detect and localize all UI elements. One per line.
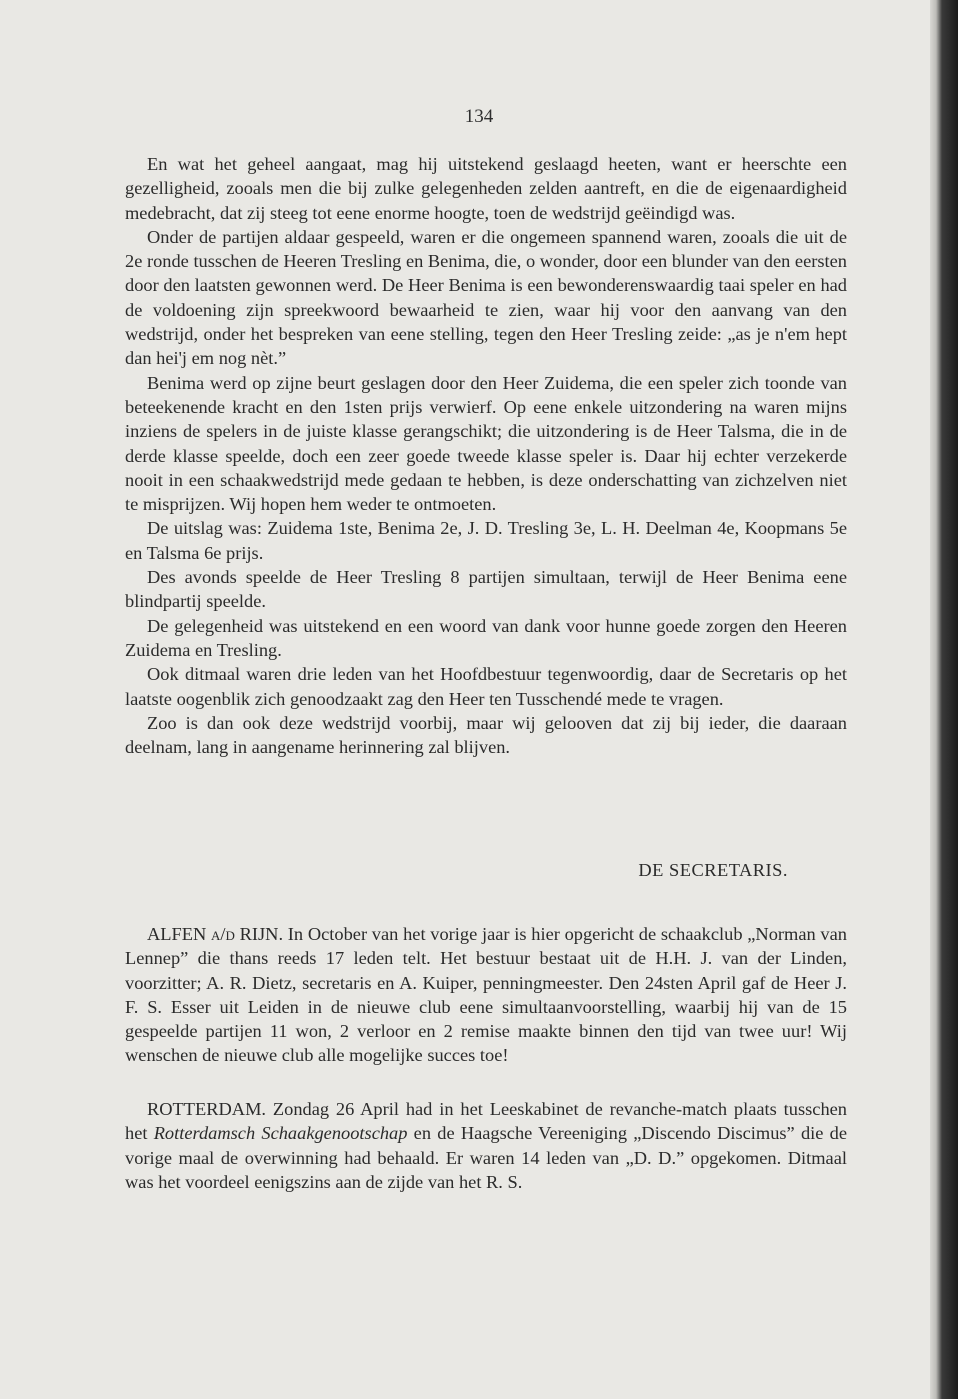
- place-name: ALFEN: [147, 924, 207, 944]
- report-text: Zondag 26 April had in het Leeskabinet de revanche-match plaats tusschen het: [125, 1099, 847, 1144]
- paragraph: [125, 1097, 847, 1194]
- place-name-part: a/d: [211, 924, 235, 944]
- paragraph: [125, 922, 847, 1068]
- alfen-report: [125, 922, 847, 1068]
- paragraph: Onder de partijen aldaar gespeeld, waren er die ongemeen spannend waren, zooals die uit de 2e ronde tusschen de Heeren Tresling en Benima, die, o wonder, door een blunder van den eersten door den laatsten gewonnen werd. De Heer Benima is een bewonderenswaardig taai speler en had de voldoening zijn spreekwoord bewaarheid te zien, waar hij voor den aanvang van den wedstrijd, onder het bespreken van eene stelling, tegen den Heer Tresling zeide: „as je n'em hept dan hei'j em nog nèt.”: [125, 226, 847, 369]
- page-edge: [930, 0, 958, 1399]
- rotterdam-report: [125, 1097, 847, 1194]
- club-name: Rotterdamsch Schaakgenootschap: [153, 1123, 408, 1144]
- paragraph: Des avonds speelde de Heer Tresling 8 partijen simultaan, terwijl de Heer Benima eene blindpartij speelde.: [125, 567, 847, 612]
- paragraph: De uitslag was: Zuidema 1ste, Benima 2e, J. D. Tresling 3e, L. H. Deelman 4e, Koopmans 5e en Talsma 6e prijs.: [125, 518, 847, 563]
- paragraph: De gelegenheid was uitstekend en een woord van dank voor hunne goede zorgen den Heeren Zuidema en Tresling.: [125, 615, 847, 660]
- place-name-part: RIJN.: [239, 924, 284, 944]
- article-continuation: [125, 152, 847, 759]
- report-text: en de Haagsche Vereeniging „Discendo Discimus” die de vorige maal de overwinning had behaald. Er waren 14 leden van „D. D.” opgekomen. Ditmaal was het voordeel eenigszins aan de zijde van het R. S.: [125, 1123, 847, 1192]
- place-name: ROTTERDAM.: [147, 1099, 267, 1119]
- paragraph: Benima werd op zijne beurt geslagen door den Heer Zuidema, die een speler zich toonde van beteekenende kracht en den 1sten prijs verwierf. Op eene enkele uitzondering na waren mijns inziens de spelers in de juiste klasse gerangschikt; die uitzondering is de Heer Talsma, die in de derde klasse speelde, doch een zeer goede tweede klasse speler is. Daar hij echter verzekerde nooit in een schaakwedstrijd mede gedaan te hebben, is deze onderschatting van zichzelven niet te misprijzen. Wij hopen hem weder te ontmoeten.: [125, 372, 847, 515]
- report-body: In October van het vorige jaar is hier opgericht de schaakclub „Norman van Lennep” die thans reeds 17 leden telt. Het bestuur bestaat uit de H.H. J. van der Linden, voorzitter; A. R. Dietz, secretaris en A. Kuiper, penningmeester. Den 24sten April gaf de Heer J. F. S. Esser uit Leiden in de nieuwe club eene simultaanvoorstelling, waarbij hij van de 15 gespeelde partijen 11 won, 2 verloor en 2 remise maakte binnen den tijd van twee uur! Wij wenschen de nieuwe club alle mogelijke succes toe!: [125, 924, 847, 1066]
- page-number: 134: [464, 106, 494, 127]
- paragraph: En wat het geheel aangaat, mag hij uitstekend geslaagd heeten, want er heerschte een gezelligheid, zooals men die bij zulke gelegenheden zelden aantreft, en die de eigenaardigheid medebracht, dat zij steeg tot eene enorme hoogte, toen de wedstrijd geëindigd was.: [125, 154, 847, 223]
- paragraph: Zoo is dan ook deze wedstrijd voorbij, maar wij gelooven dat zij bij ieder, die daaraan deelnam, lang in aangename herinnering zal blijven.: [125, 712, 847, 758]
- signature: DE SECRETARIS.: [638, 860, 788, 880]
- paragraph: Ook ditmaal waren drie leden van het Hoofdbestuur tegenwoordig, daar de Secretaris op het laatste oogenblik zich genoodzaakt zag den Heer ten Tusschendé mede te vragen.: [125, 664, 847, 709]
